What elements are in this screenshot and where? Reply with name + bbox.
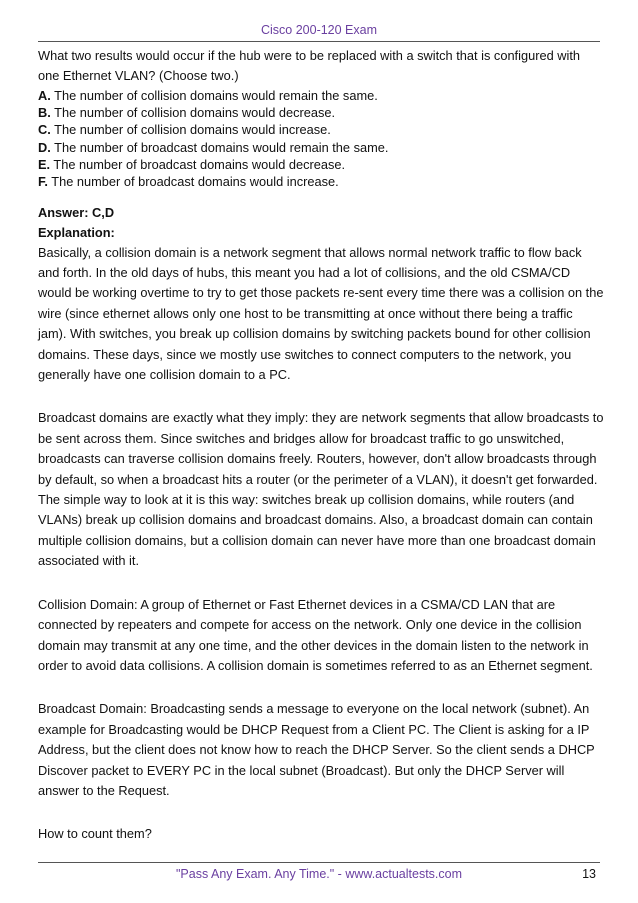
question-text: What two results would occur if the hub were to be replaced with a switch that is configured with one Ethernet VLAN? (Choose two.): [38, 48, 580, 84]
option-b: B. The number of collision domains would decrease.: [38, 105, 336, 121]
option-c: C. The number of collision domains would increase.: [38, 122, 331, 138]
explanation-paragraph-1: Basically, a collision domain is a network segment that allows normal network traffic to flow back and forth. In the old days of hubs, this meant you had a lot of collisions, and the old CSMA/CD would be working overtime to try to get those packets re-sent every time there was a collision on the wire (since ethernet allows only one host to be transmitting at once without there being a traffic jam). With switches, you break up collision domains by switching packets bound for other collision domains. These days, since we mostly use switches to connect computers to the network, you generally have one collision domain to a PC.: [38, 244, 604, 383]
page-header-title: Cisco 200-120 Exam: [260, 23, 378, 37]
answer-label: Answer: C,D: [38, 204, 115, 220]
explanation-paragraph-3: Collision Domain: A group of Ethernet or Fast Ethernet devices in a CSMA/CD LAN that are connected by repeaters and compete for access on the network. Only one device in the collision domain may transmit at any one time, and the other devices in the domain listen to the network in order to avoid data collisions. A collision domain is sometimes referred to as an Ethernet segment.: [38, 596, 593, 673]
explanation-paragraph-4: Broadcast Domain: Broadcasting sends a message to everyone on the local network (subnet). An example for Broadcasting would be DHCP Request from a Client PC. The Client is asking for a IP Address, but the client does not know how to reach the DHCP Server. So the client sends a DHCP Discover packet to EVERY PC in the local subnet (Broadcast). But only the DHCP Server will answer to the Request.: [38, 701, 595, 798]
header-divider: [38, 41, 600, 42]
option-a: A. The number of collision domains would remain the same.: [38, 87, 378, 103]
explanation-paragraph-2: Broadcast domains are exactly what they imply: they are network segments that allow broadcasts to be sent across them. Since switches and bridges allow for broadcast traffic to go unswitched, broadcasts can traverse collision domains freely. Routers, however, don't allow broadcasts through by default, so when a broadcast hits a router (or the perimeter of a VLAN), it doesn't get forwarded. The simple way to look at it is this way: switches break up collision domains, while routers (and VLANs) break up collision domains and broadcast domains. Also, a broadcast domain can contain multiple collision domains, but a collision domain can never have more than one broadcast domain associated with it.: [38, 410, 604, 569]
page-number: 13: [582, 867, 596, 881]
option-d: D. The number of broadcast domains would remain the same.: [38, 139, 389, 155]
answer-options: [38, 87, 604, 191]
footer-divider: [38, 862, 600, 863]
page-content: [38, 46, 604, 845]
footer-tagline: "Pass Any Exam. Any Time." - www.actualtests.com: [175, 867, 463, 881]
explanation-paragraph-5: How to count them?: [38, 826, 152, 842]
option-f: F. The number of broadcast domains would increase.: [38, 174, 339, 190]
option-e: E. The number of broadcast domains would decrease.: [38, 157, 346, 172]
explanation-title: Explanation:: [38, 224, 115, 240]
